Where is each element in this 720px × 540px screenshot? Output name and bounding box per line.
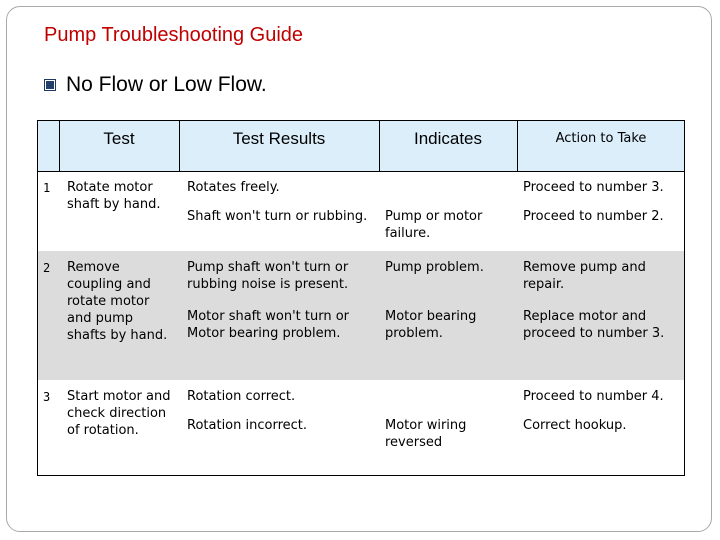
indicates-cell: Motor bearing problem. bbox=[379, 300, 517, 380]
action-cell: Proceed to number 4. bbox=[517, 380, 685, 409]
header-cell-num bbox=[37, 120, 59, 171]
result-cell: Rotation incorrect. bbox=[179, 409, 379, 476]
troubleshooting-table bbox=[37, 120, 685, 476]
action-cell: Proceed to number 2. bbox=[517, 200, 685, 251]
action-cell: Proceed to number 3. bbox=[517, 171, 685, 200]
row-number: 3 bbox=[37, 380, 59, 476]
row-number: 1 bbox=[37, 171, 59, 251]
bullet-item bbox=[44, 73, 267, 97]
test-cell: Remove coupling and rotate motor and pump shafts by hand. bbox=[59, 251, 179, 380]
page-title: Pump Troubleshooting Guide bbox=[44, 24, 304, 46]
indicates-cell: Pump problem. bbox=[379, 251, 517, 300]
indicates-cell: Pump or motor failure. bbox=[379, 200, 517, 251]
test-cell: Rotate motor shaft by hand. bbox=[59, 171, 179, 251]
action-cell: Correct hookup. bbox=[517, 409, 685, 476]
row-number: 2 bbox=[37, 251, 59, 380]
result-cell: Rotates freely. bbox=[179, 171, 379, 200]
header-cell-test: Test bbox=[59, 120, 179, 171]
header-cell-action: Action to Take bbox=[517, 120, 685, 171]
indicates-cell: Motor wiring reversed bbox=[379, 409, 517, 476]
result-cell: Pump shaft won't turn or rubbing noise is present. bbox=[179, 251, 379, 300]
header-cell-results: Test Results bbox=[179, 120, 379, 171]
result-cell: Rotation correct. bbox=[179, 380, 379, 409]
result-cell: Shaft won't turn or rubbing. bbox=[179, 200, 379, 251]
indicates-cell bbox=[379, 380, 517, 409]
section-subtitle: No Flow or Low Flow. bbox=[66, 73, 267, 96]
action-cell: Replace motor and proceed to number 3. bbox=[517, 300, 685, 380]
action-cell: Remove pump and repair. bbox=[517, 251, 685, 300]
square-bullet-icon bbox=[44, 79, 56, 91]
header-cell-indicates: Indicates bbox=[379, 120, 517, 171]
result-cell: Motor shaft won't turn or Motor bearing problem. bbox=[179, 300, 379, 380]
test-cell: Start motor and check direction of rotation. bbox=[59, 380, 179, 476]
indicates-cell bbox=[379, 171, 517, 200]
